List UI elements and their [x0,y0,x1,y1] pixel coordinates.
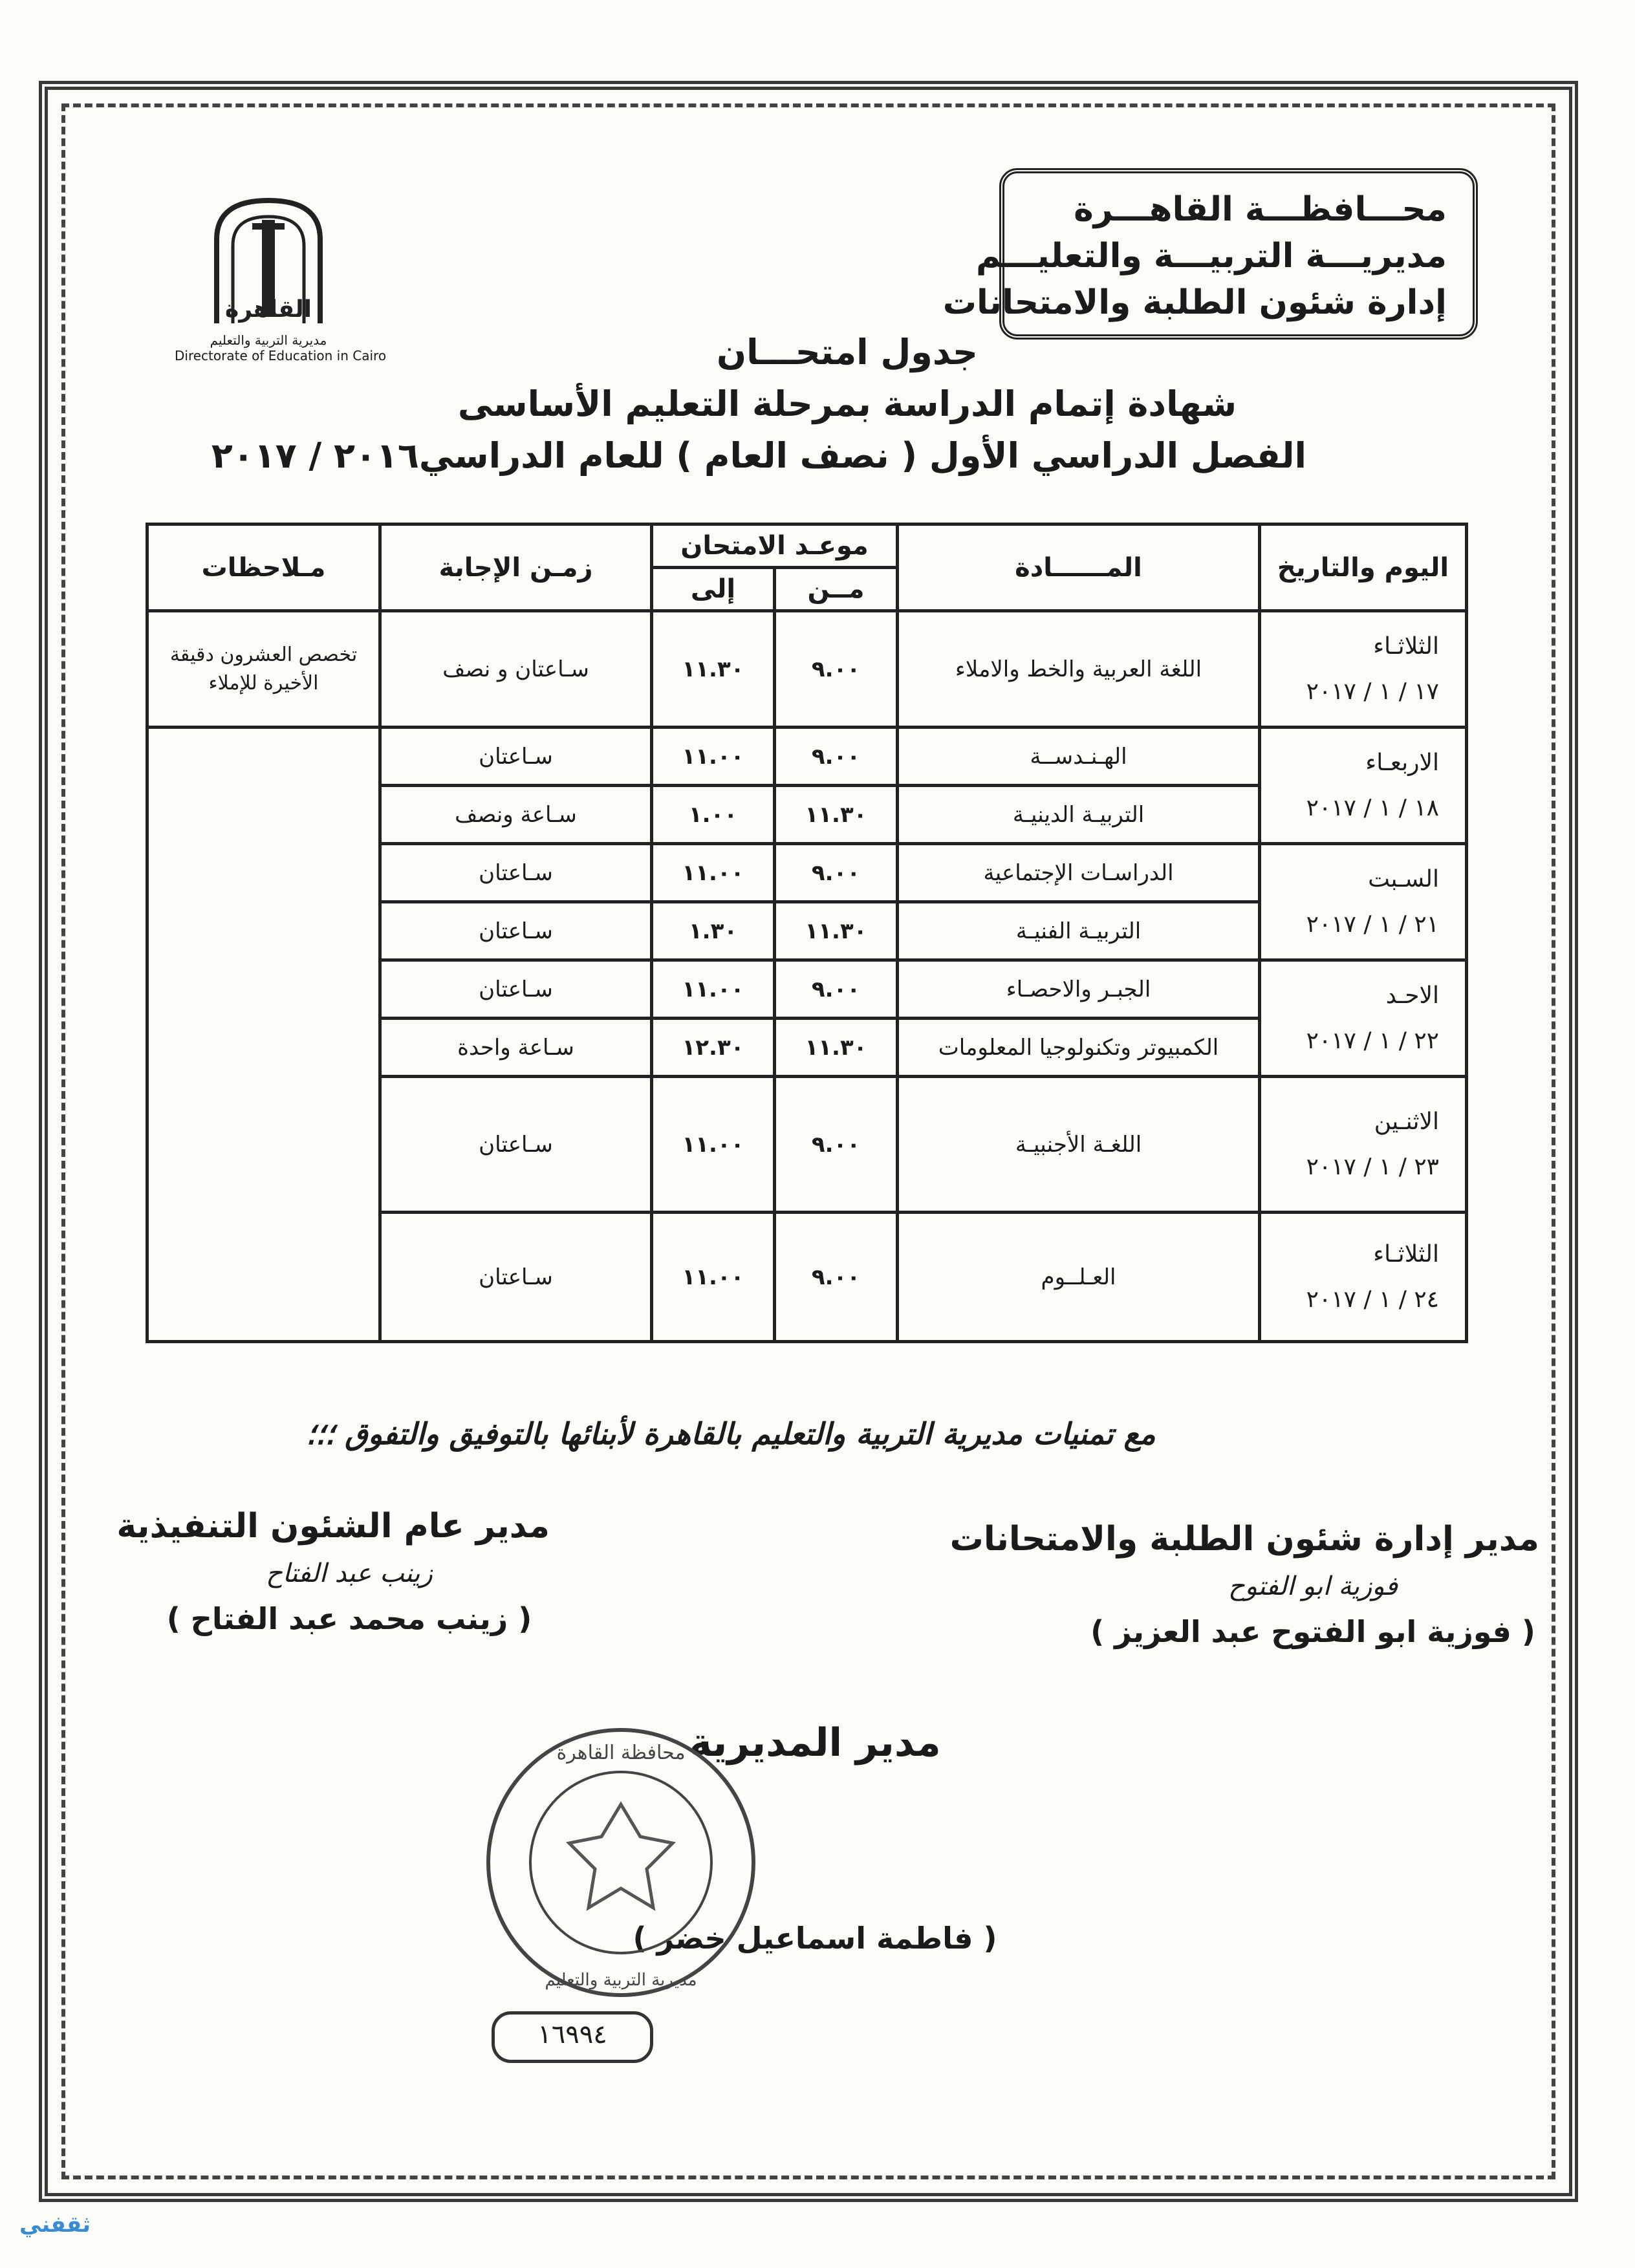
to-cell: ١١.٠٠ [652,1077,775,1213]
duration-cell: سـاعتان [380,1077,652,1213]
official-seal-icon [479,1720,763,2005]
to-cell: ١٢.٣٠ [652,1019,775,1077]
from-cell: ١١.٣٠ [775,786,898,844]
seal-subtext: مديرية التربية والتعليم [545,1971,697,1990]
table-row [147,728,1467,786]
to-cell: ١١.٠٠ [652,1213,775,1342]
subject-cell: اللغة العربية والخط والاملاء [898,611,1260,728]
subject-cell: التربيـة الفنيـة [898,902,1260,960]
seal-text: محافظة القاهرة [556,1742,686,1764]
day-date-cell: الاربعـاء ١٨ / ١ / ٢٠١٧ [1260,728,1467,844]
issuer-line-department: إدارة شئون الطلبة والامتحانات [942,283,1447,322]
to-cell: ١١.٠٠ [652,960,775,1019]
from-cell: ٩.٠٠ [775,728,898,786]
to-cell: ١١.٠٠ [652,728,775,786]
issuer-line-directorate: مديريـــة التربيـــة والتعليـــم [975,237,1447,275]
to-cell: ١.٣٠ [652,902,775,960]
subject-cell: الجبـر والاحصـاء [898,960,1260,1019]
table-row [147,611,1467,728]
logo-subtitle-ar: مديرية التربية والتعليم [210,332,327,348]
signature-left-role: مدير عام الشئون التنفيذية [116,1507,550,1546]
subject-cell: الهـنـدســة [898,728,1260,786]
directorate-logo [175,188,387,375]
from-cell: ١١.٣٠ [775,1019,898,1077]
from-cell: ١١.٣٠ [775,902,898,960]
issuer-line-governorate: محـــافظـــة القاهـــرة [1074,190,1447,229]
notes-cell: تخصص العشرون دقيقة الأخيرة للإملاء [147,611,380,728]
logo-subtitle-en: Directorate of Education in Cairo [175,348,387,363]
notes-cell-merged [147,728,380,1342]
subject-cell: الكمبيوتر وتكنولوجيا المعلومات [898,1019,1260,1077]
title-exam-schedule: جدول امتحـــان [717,332,978,373]
to-cell: ١.٠٠ [652,786,775,844]
signature-left [116,1507,550,1636]
signature-right-handwriting: فوزية ابو الفتوح [1228,1571,1398,1601]
header-notes: مـلاحظات [147,524,380,611]
header-duration: زمـن الإجابة [380,524,652,611]
subject-cell: التربيـة الدينيـة [898,786,1260,844]
closing-wish: مع تمنيات مديرية التربية والتعليم بالقاهرة لأبنائها بالتوفيق والتفوق ؛؛؛ [306,1416,1156,1451]
logo-text: القاهرة [225,296,312,323]
signature-right [949,1520,1539,1649]
day-date-cell: الاثنـين ٢٣ / ١ / ٢٠١٧ [1260,1077,1467,1213]
signature-right-role: مدير إدارة شئون الطلبة والامتحانات [949,1520,1539,1559]
signature-left-name: ( زينب محمد عبد الفتاح ) [166,1601,532,1636]
from-cell: ٩.٠٠ [775,611,898,728]
subject-cell: العـلــوم [898,1213,1260,1342]
cairo-logo-icon [197,188,340,330]
duration-cell: سـاعتان [380,728,652,786]
signature-center-role: مدير المديرية [689,1720,941,1766]
duration-cell: سـاعتان و نصف [380,611,652,728]
day-date-cell: الثلاثـاء ٢٤ / ١ / ٢٠١٧ [1260,1213,1467,1342]
from-cell: ٩.٠٠ [775,960,898,1019]
day-date-cell: الثلاثـاء ١٧ / ١ / ٢٠١٧ [1260,611,1467,728]
from-cell: ٩.٠٠ [775,1213,898,1342]
subject-cell: الدراسـات الإجتماعية [898,844,1260,902]
duration-cell: سـاعتان [380,844,652,902]
seal-number: ١٦٩٩٤ [492,2011,653,2063]
day-date-cell: الاحـد ٢٢ / ١ / ٢٠١٧ [1260,960,1467,1077]
header-subject: المــــــادة [898,524,1260,611]
duration-cell: سـاعة واحدة [380,1019,652,1077]
signature-right-name: ( فوزية ابو الفتوح عبد العزيز ) [1090,1614,1535,1649]
site-watermark: ثقفني [19,2212,91,2238]
day-date-cell: السـبت ٢١ / ١ / ٢٠١٧ [1260,844,1467,960]
from-cell: ٩.٠٠ [775,1077,898,1213]
signature-left-handwriting: زينب عبد الفتاح [266,1559,433,1588]
issuer-header-box [942,168,1478,340]
duration-cell: سـاعتان [380,1213,652,1342]
duration-cell: سـاعتان [380,902,652,960]
to-cell: ١١.٣٠ [652,611,775,728]
title-term: الفصل الدراسي الأول ( نصف العام ) للعام الدراسي٢٠١٦ / ٢٠١٧ [211,435,1306,476]
from-cell: ٩.٠٠ [775,844,898,902]
duration-cell: سـاعتان [380,960,652,1019]
header-day-date: اليوم والتاريخ [1260,524,1467,611]
header-exam-time: موعـد الامتحان [652,524,898,568]
signature-center-name: ( فاطمة اسماعيل خضر ) [633,1921,997,1956]
subject-cell: اللغـة الأجنبيـة [898,1077,1260,1213]
header-to: إلى [652,568,775,611]
to-cell: ١١.٠٠ [652,844,775,902]
title-certificate: شهادة إتمام الدراسة بمرحلة التعليم الأساسى [457,383,1237,424]
exam-schedule-table [146,523,1468,1343]
header-from: مــن [775,568,898,611]
duration-cell: سـاعة ونصف [380,786,652,844]
